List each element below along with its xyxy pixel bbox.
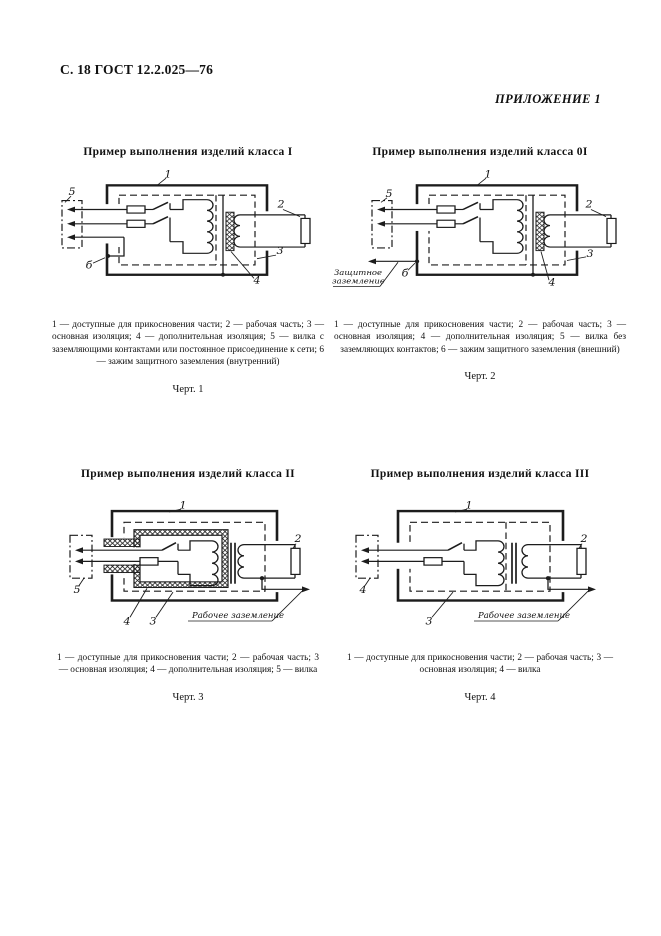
protective-ground-label-line1: Защитное bbox=[334, 268, 383, 277]
enclosure-outline bbox=[398, 511, 563, 600]
figure-caption: 1 — доступные для прикосновения части; 2 — рабочая часть; 3 — основная изоляция; 4 — дополнительная изоляция; 5 — вилка с заземляющими контактами или постоянное присоединение к сети; 6 — зажим защитного заземления (внутренний) bbox=[52, 320, 324, 368]
figure-caption: 1 — доступные для прикосновения части; 2 — рабочая часть; 3 — основная изоляция; 4 — дополнительная изоляция; 5 — вилка bbox=[57, 653, 319, 676]
figure-number: Черт. 1 bbox=[172, 383, 204, 395]
class-iii-diagram bbox=[338, 485, 620, 648]
annex-label: ПРИЛОЖЕНИЕ 1 bbox=[495, 92, 601, 106]
working-part-load bbox=[607, 218, 616, 243]
figure-class-0i bbox=[330, 146, 630, 382]
fuse bbox=[127, 220, 145, 227]
figure-number: Черт. 2 bbox=[464, 371, 496, 383]
callout-2: 2 bbox=[294, 532, 302, 545]
callout-3: 3 bbox=[149, 615, 157, 628]
callout-6: б bbox=[401, 268, 409, 280]
transformer-primary bbox=[170, 200, 213, 254]
figure-title: Пример выполнения изделий класса I bbox=[83, 146, 293, 158]
working-part-load bbox=[301, 218, 310, 243]
transformer-secondary bbox=[522, 545, 581, 579]
transformer-primary bbox=[464, 541, 504, 586]
switch bbox=[463, 202, 478, 209]
figure-title: Пример выполнения изделий класса 0I bbox=[372, 146, 588, 158]
additional-insulation-hatch bbox=[226, 212, 234, 250]
insulation-entry-stub bbox=[104, 565, 140, 572]
callout-2: 2 bbox=[580, 532, 588, 545]
plug-outline bbox=[70, 535, 92, 578]
ground-terminal-dot bbox=[106, 254, 110, 258]
switch bbox=[153, 217, 168, 224]
callout-1: 1 bbox=[465, 498, 473, 512]
figure-caption: 1 — доступные для прикосновения части; 2 — рабочая часть; 3 — основная изоляция; 4 — дополнительная изоляция; 5 — вилка без заземляющих контактов; 6 — зажим защитного заземления (внешний) bbox=[334, 320, 626, 355]
class-0i-diagram bbox=[332, 163, 622, 315]
figure-class-iii bbox=[330, 468, 630, 703]
basic-insulation-outline bbox=[410, 522, 550, 591]
fuse bbox=[437, 220, 455, 227]
working-ground-wire bbox=[262, 578, 304, 589]
callout-2: 2 bbox=[585, 199, 593, 211]
enclosure-outline bbox=[417, 185, 577, 274]
working-part-load bbox=[577, 548, 586, 574]
switch bbox=[448, 543, 462, 550]
callout-4: 4 bbox=[253, 275, 261, 287]
figure-number: Черт. 4 bbox=[464, 691, 496, 703]
callout-5: 5 bbox=[73, 583, 81, 596]
switch bbox=[463, 217, 478, 224]
working-part-load bbox=[291, 548, 300, 574]
callout-2: 2 bbox=[277, 199, 285, 211]
enclosure-outline bbox=[107, 185, 267, 274]
figure-class-ii bbox=[44, 468, 332, 703]
callout-1: 1 bbox=[164, 168, 172, 181]
page-header: С. 18 ГОСТ 12.2.025—76 bbox=[60, 62, 214, 77]
fuse bbox=[424, 558, 442, 565]
figure-title: Пример выполнения изделий класса III bbox=[370, 468, 590, 480]
callout-3: 3 bbox=[586, 248, 594, 260]
callout-4: 4 bbox=[359, 583, 367, 596]
callout-5: 5 bbox=[385, 188, 393, 200]
callout-3: 3 bbox=[425, 615, 433, 628]
additional-insulation-hatch bbox=[536, 212, 544, 250]
working-ground-wire bbox=[548, 578, 590, 589]
callout-5: 5 bbox=[68, 186, 76, 199]
figure-caption: 1 — доступные для прикосновения части; 2 — рабочая часть; 3 — основная изоляция; 4 — вилка bbox=[347, 653, 613, 676]
callout-4: 4 bbox=[123, 615, 131, 628]
plug-outline bbox=[356, 535, 378, 578]
class-ii-diagram bbox=[50, 485, 332, 648]
callout-4: 4 bbox=[548, 277, 556, 289]
callout-3: 3 bbox=[276, 245, 284, 258]
class-i-diagram bbox=[52, 163, 332, 315]
figure-number: Черт. 3 bbox=[172, 691, 204, 703]
insulation-entry-stub bbox=[104, 539, 140, 546]
figure-class-i bbox=[44, 146, 332, 395]
fuse bbox=[437, 206, 455, 213]
transformer-secondary bbox=[238, 545, 295, 579]
callout-6: б bbox=[85, 260, 93, 272]
figure-title: Пример выполнения изделий класса II bbox=[81, 468, 295, 480]
callout-1: 1 bbox=[179, 498, 187, 512]
protective-ground-label-line2: заземление bbox=[332, 277, 385, 286]
working-ground-label: Рабочее заземление bbox=[478, 610, 570, 621]
working-ground-label: Рабочее заземление bbox=[191, 610, 284, 621]
callout-1: 1 bbox=[484, 168, 492, 181]
fuse bbox=[127, 206, 145, 213]
switch bbox=[153, 202, 168, 209]
transformer-primary bbox=[480, 200, 523, 254]
